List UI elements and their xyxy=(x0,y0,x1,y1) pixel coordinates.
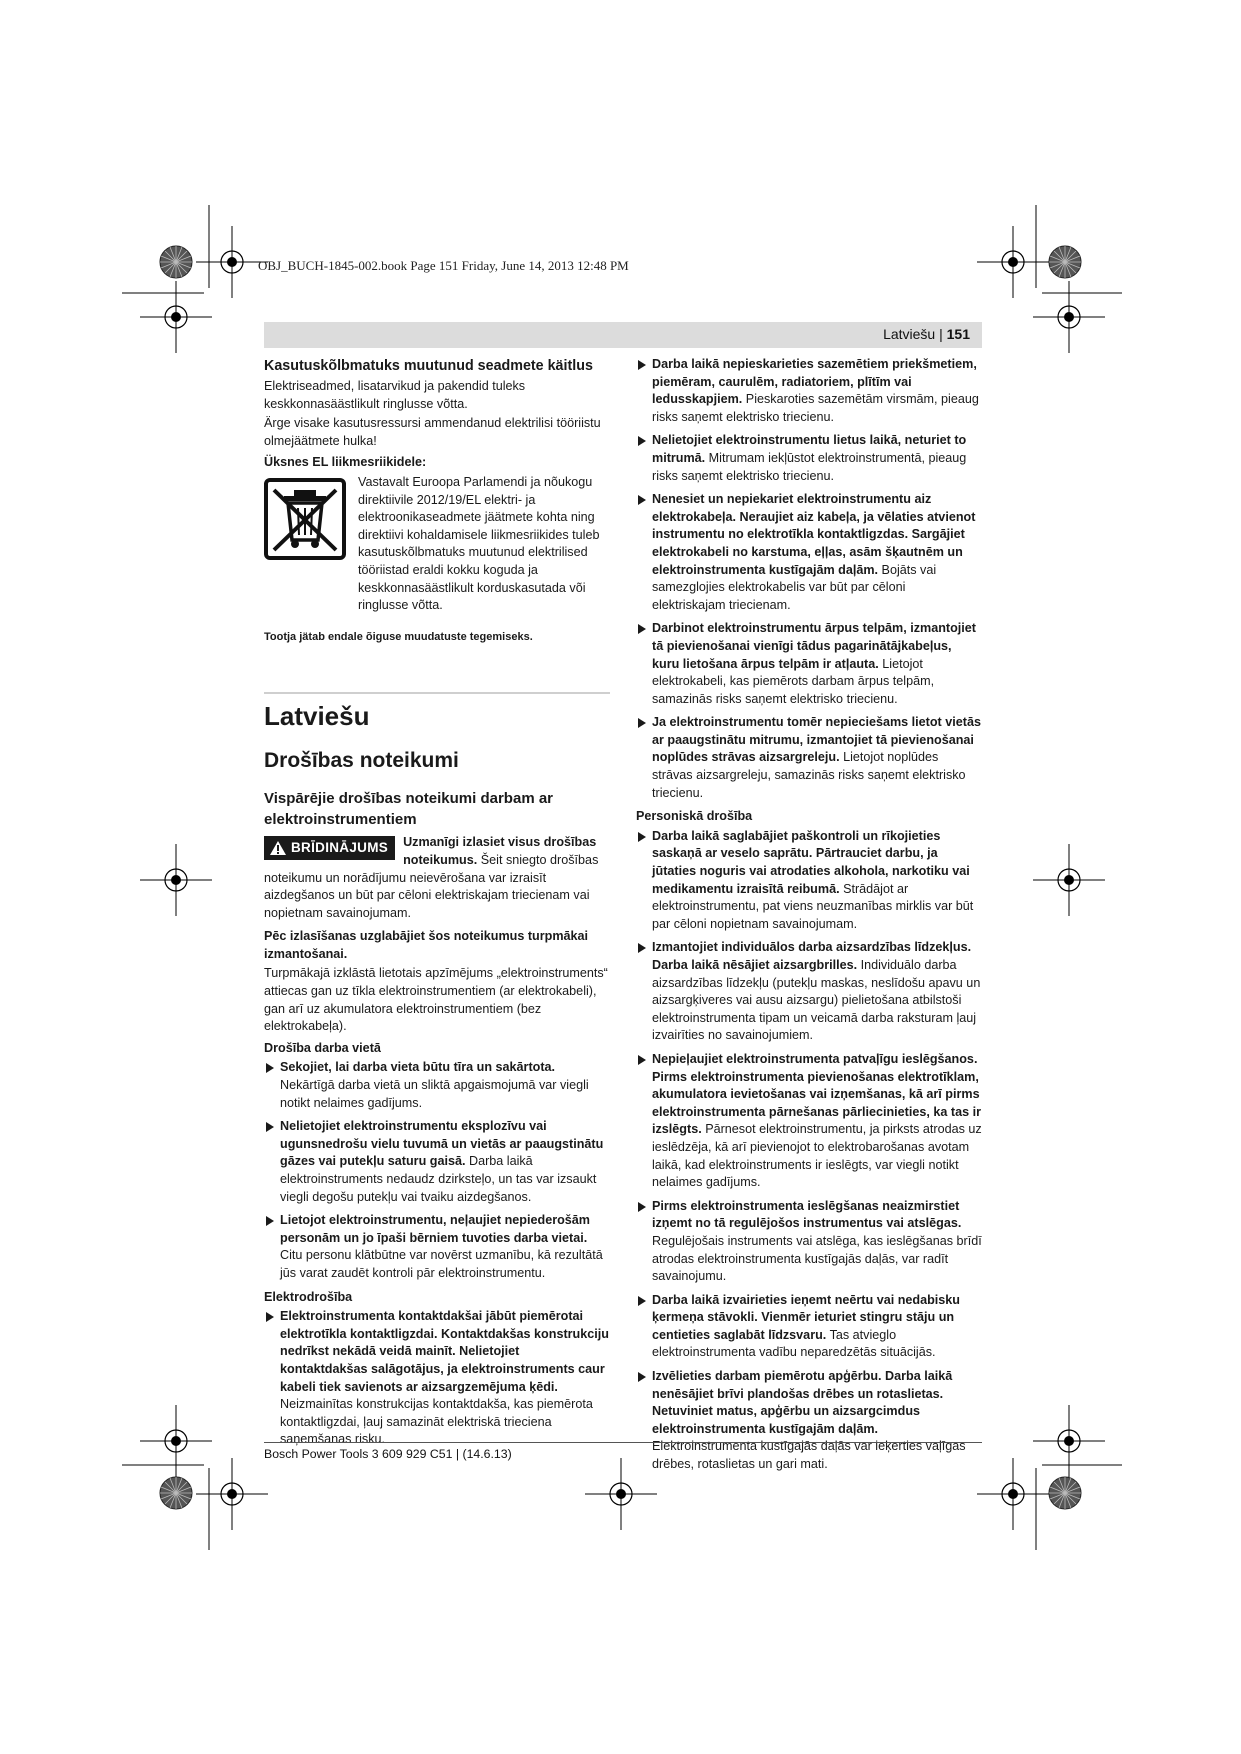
item-text: Nekārtīgā darba vietā un sliktā apgaismojumā var viegli notikt nelaimes gadījums. xyxy=(280,1078,589,1110)
bullet-arrow-icon xyxy=(638,624,646,634)
warning-triangle-icon xyxy=(269,840,287,856)
item-text: Tas atvieglo elektroinstrumenta vadību neparedzētās situācijās. xyxy=(652,1327,936,1360)
bullet-arrow-icon xyxy=(266,1122,274,1132)
item-text: Darba laikā elektroinstruments nedaudz dzirksteļo, un tas var izsaukt viegli degošu putekļu vai tvaiku aizdegšanos. xyxy=(280,1154,597,1204)
general-safety-heading: Vispārējie drošības noteikumi darbam ar elektroinstrumentiem xyxy=(264,790,553,829)
bullet-arrow-icon xyxy=(266,1216,274,1226)
electric-list-right xyxy=(636,356,982,802)
item-bold: Sekojiet, lai darba vieta būtu tīra un sakārtota. xyxy=(280,1060,556,1075)
workplace-heading: Drošība darba vietā xyxy=(264,1040,381,1055)
item-bold: Nelietojiet elektroinstrumentu lietus laikā, neturiet to mitrumā. xyxy=(652,433,967,465)
bullet-arrow-icon xyxy=(638,1372,646,1382)
right-column xyxy=(636,356,982,1480)
bullet-arrow-icon xyxy=(638,943,646,953)
footer-divider xyxy=(264,1442,982,1443)
item-text: Individuālo darba aizsardzības līdzekļu (putekļu maskas, neslīdošu apavu un aizsargķiveres vai ausu aizsargu) pielietošana atbilstoši elektroinstrumenta tipam un veicamā darba raksturam ļauj izvairīties no savainojumiem. xyxy=(652,958,981,1043)
electric-heading: Elektrodrošība xyxy=(264,1289,353,1304)
item-bold: Ja elektroinstrumentu tomēr nepieciešams lietot vietās ar paaugstinātu mitrumu, izmantojiet tā pievienošanai noplūdes strāvas aizsargreleju. xyxy=(652,715,981,765)
list-item xyxy=(636,1368,982,1474)
list-item xyxy=(636,1292,982,1362)
item-bold: Pirms elektroinstrumenta ieslēgšanas neaizmirstiet izņemt no tā regulējošos instrumentus vai atslēgas. xyxy=(652,1198,962,1231)
page-header xyxy=(883,326,970,342)
item-text: Bojāts vai samezglojies elektrokabelis var būt par cēloni elektriskajam triecienam. xyxy=(652,562,937,612)
disposal-paragraph-2: Ärge visake kasutusressursi ammendanud elektrilisi tööriistu olmejäätmete hulka! xyxy=(264,416,601,448)
electric-list-left xyxy=(264,1308,610,1449)
left-column xyxy=(264,356,610,1455)
item-text: Regulējošais instruments vai atslēga, kas ieslēgšanas brīdī atrodas elektroinstrumenta kustīgajās daļās, var radīt savainojumu. xyxy=(652,1233,982,1284)
page-number: 151 xyxy=(946,326,970,342)
item-text: Citu personu klātbūtne var novērst uzmanību, kā rezultātā jūs varat zaudēt kontroli pār elektroinstrumentu. xyxy=(280,1248,603,1280)
eu-directive-text: Vastavalt Euroopa Parlamendi ja nõukogu direktiivile 2012/19/EL elektri- ja elektroonikaseadmete jäätmete kohta ning direktiivi kohaldamisele liikmesriikides tuleb kasutuskõlbmatuks muutunud elektrilised tööriistad eraldi kokku koguda ja keskkonnasäästlikult korduskasutada või ringlusse võtta. xyxy=(358,474,600,613)
warning-text: Šeit sniegto drošības noteikumu un norādījumu neievērošana var izraisīt aizdegšanos un būt par cēloni elektriskajam triecienam vai nopietnam savainojumam. xyxy=(264,852,599,920)
list-item xyxy=(636,1198,982,1286)
list-item xyxy=(264,1212,610,1282)
personal-list xyxy=(636,828,982,1474)
list-item xyxy=(264,1118,610,1206)
bullet-arrow-icon xyxy=(638,1296,646,1306)
workplace-list xyxy=(264,1059,610,1282)
term-definition: Turpmākajā izklāstā lietotais apzīmējums „elektroinstruments“ attiecas gan uz tīkla elektroinstrumentiem (ar elektrokabeli), gan arī uz akumulatora elektroinstrumentiem (bez elektrokabeļa). xyxy=(264,966,608,1034)
item-text: Elektroinstrumenta kustīgajās daļās var ieķerties vaļīgas drēbes, rotaslietas un gari mati. xyxy=(652,1439,966,1472)
list-item xyxy=(636,620,982,708)
section-title: Drošības noteikumi xyxy=(264,749,459,773)
eu-heading: Üksnes EL liikmesriikidele: xyxy=(264,455,427,470)
bullet-arrow-icon xyxy=(266,1063,274,1073)
personal-heading: Personiskā drošība xyxy=(636,809,753,824)
list-item xyxy=(264,1308,610,1449)
item-text: Neizmainītas konstrukcijas kontaktdakša, kas piemērota kontaktligzdai, ļauj samazināt elektriskā trieciena saņemšanas risku. xyxy=(280,1397,593,1447)
item-bold: Elektroinstrumenta kontaktdakšai jābūt piemērotai elektrotīkla kontaktligzdai. Kontaktdakšas konstrukciju nedrīkst nekādā veidā mainīt. Nelietojiet kontaktdakšas salāgotājus, ja elektroinstruments caur kabeli tiek savienots ar aizsargzemējuma ķēdi. xyxy=(280,1309,609,1394)
item-bold: Lietojot elektroinstrumentu, neļaujiet nepiederošām personām un jo īpaši bērniem tuvoties darba vietai. xyxy=(280,1213,591,1245)
item-text: Strādājot ar elektroinstrumentu, pat viens neuzmanības mirklis var būt par cēloni nopietnam savainojumam. xyxy=(652,881,974,931)
warning-label: BRĪDINĀJUMS xyxy=(291,840,389,856)
item-bold: Darbinot elektroinstrumentu ārpus telpām, izmantojiet tā pievienošanai vienīgi tādus pagarinātājkabeļus, kuru lietošana ārpus telpām ir atļauta. xyxy=(652,621,976,671)
list-item xyxy=(636,432,982,485)
bullet-arrow-icon xyxy=(638,360,646,370)
bullet-arrow-icon xyxy=(266,1312,274,1322)
item-text: Mitrumam iekļūstot elektroinstrumentā, pieaug risks saņemt elektrisko triecienu. xyxy=(652,450,967,483)
list-item xyxy=(636,356,982,426)
bullet-arrow-icon xyxy=(638,718,646,728)
item-text: Pārnesot elektroinstrumentu, ja pirksts atrodas uz ieslēdzēja, kā arī pievienojot to elektrobarošanas avotam laikā, kad elektroinstruments ir ieslēgts, var viegli notikt nelaimes gadījums. xyxy=(652,1122,982,1190)
list-item xyxy=(636,1051,982,1192)
item-bold: Nelietojiet elektroinstrumentu eksplozīvu vai ugunsnedrošu vielu tuvumā un vietās ar paaugstinātu gāzes vai putekļu saturu gaisā. xyxy=(280,1119,604,1169)
item-bold: Darba laikā nepieskarieties sazemētiem priekšmetiem, piemēram, caurulēm, radiatoriem, plītīm vai ledusskapjiem. xyxy=(652,357,977,407)
item-bold: Izvēlieties darbam piemērotu apģērbu. Darba laikā nenēsājiet brīvi plandošas drēbes un rotaslietas. Netuviniet matus, apģērbu un aizsargcimdus elektroinstrumenta kustīgajām daļām. xyxy=(652,1369,953,1436)
warning-block xyxy=(264,834,610,922)
item-bold: Izmantojiet individuālos darba aizsardzības līdzekļus. Darba laikā nēsājiet aizsargbrilles. xyxy=(652,940,972,972)
header-language: Latviešu xyxy=(883,326,936,342)
keep-instructions: Pēc izlasīšanas uzglabājiet šos noteikumus turpmākai izmantošanai. xyxy=(264,929,589,961)
language-title: Latviešu xyxy=(264,701,370,732)
item-bold: Darba laikā izvairieties ieņemt neērtu vai nedabisku ķermeņa stāvokli. Vienmēr ieturiet stingru stāju un centieties saglabāt līdzsvaru. xyxy=(652,1292,960,1342)
weee-block xyxy=(264,474,610,615)
item-bold: Darba laikā saglabājiet paškontroli un rīkojieties saskaņā ar veselo saprātu. Pārtrauciet darbu, ja jūtaties noguris vai atrodaties alkohola, narkotiku vai medikamentu izraisītā reibumā. xyxy=(652,828,970,896)
bullet-arrow-icon xyxy=(638,495,646,505)
disposal-paragraph-1: Elektriseadmed, lisatarvikud ja pakendid tuleks keskkonnasäästlikult ringlusse võtta. xyxy=(264,379,526,411)
bullet-arrow-icon xyxy=(638,832,646,842)
list-item xyxy=(636,491,982,614)
item-bold: Nenesiet un nepiekariet elektroinstrumentu aiz elektrokabeļa. Neraujiet aiz kabeļa, ja vēlaties atvienot instrumentu no elektrotīkla kontaktligzdas. Sargājiet elektrokabeli no karstuma, eļļas, asām šķautnēm un elektroinstrumenta kustīgajām daļām. xyxy=(652,492,976,577)
book-info: OBJ_BUCH-1845-002.book Page 151 Friday, June 14, 2013 12:48 PM xyxy=(258,258,629,273)
crossed-bin-icon xyxy=(264,478,346,560)
section-divider xyxy=(264,692,610,694)
manufacturer-note: Tootja jätab endale õiguse muudatuste tegemiseks. xyxy=(264,630,533,643)
item-bold: Nepieļaujiet elektroinstrumenta patvaļīgu ieslēgšanos. Pirms elektroinstrumenta pievienošanas elektrotīklam, akumulatora ievietošanas vai izņemšanas, kā arī pirms elektroinstrumenta pārnešanas pārliecinieties, ka tas ir izslēgts. xyxy=(652,1051,981,1137)
footer: Bosch Power Tools 3 609 929 C51 | (14.6.13) xyxy=(264,1447,512,1461)
item-text: Lietojot elektrokabeli, kas piemērots darbam ārpus telpām, samazinās risks saņemt elektrisko triecienu. xyxy=(652,656,935,706)
item-text: Pieskaroties sazemētām virsmām, pieaug risks saņemt elektrisko triecienu. xyxy=(652,392,979,424)
disposal-heading: Kasutuskõlbmatuks muutunud seadmete käitlus xyxy=(264,358,593,374)
warning-bold-text: Uzmanīgi izlasiet visus drošības noteikumus. xyxy=(403,835,597,867)
bullet-arrow-icon xyxy=(638,1202,646,1212)
list-item xyxy=(636,828,982,934)
warning-badge xyxy=(264,836,395,860)
page-header-bar xyxy=(264,322,982,348)
list-item xyxy=(264,1059,610,1112)
bullet-arrow-icon xyxy=(638,436,646,446)
list-item xyxy=(636,939,982,1045)
list-item xyxy=(636,714,982,802)
item-text: Lietojot noplūdes strāvas aizsargreleju, samazinās risks saņemt elektrisko triecienu. xyxy=(652,750,966,800)
header-separator: | xyxy=(935,326,947,342)
bullet-arrow-icon xyxy=(638,1055,646,1065)
